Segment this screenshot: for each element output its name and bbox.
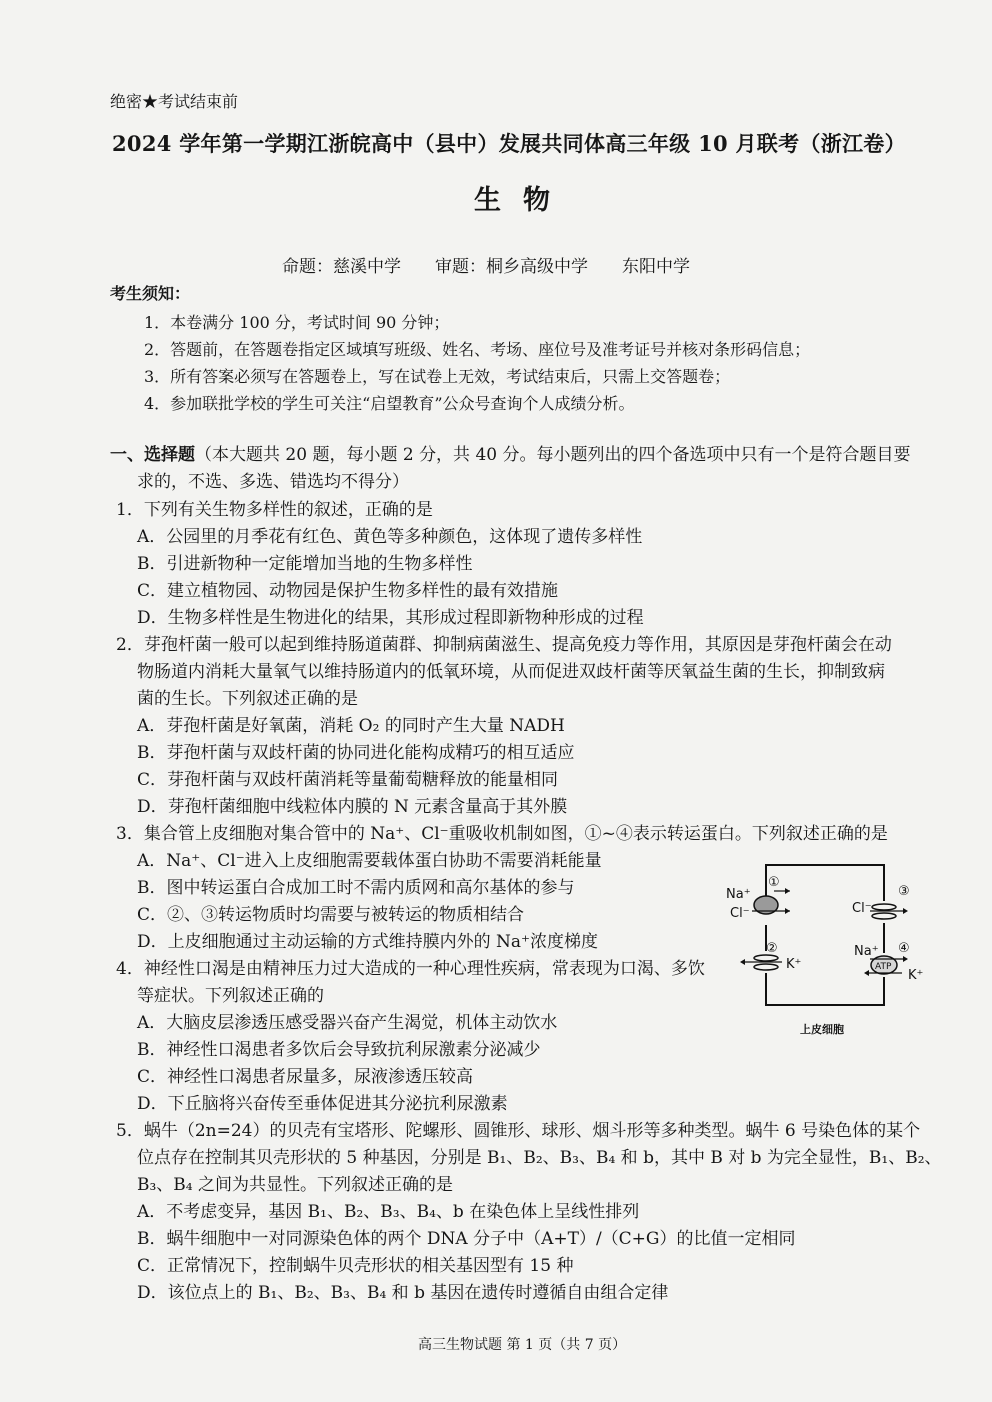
option: B．蜗牛细胞中一对同源染色体的两个 DNA 分子中（A+T）/（C+G）的比值一定相同 [137, 1229, 796, 1249]
arrowhead [864, 970, 869, 976]
arrowhead [785, 908, 790, 914]
authors-line [282, 256, 690, 278]
label-1: ① [768, 875, 780, 890]
page-footer: 高三生物试题 第 1 页（共 7 页） [418, 1337, 627, 1353]
arrowhead [740, 959, 745, 965]
label-cl-right: Cl⁻ [852, 901, 872, 916]
confidential-label: 绝密★考试结束前 [110, 92, 239, 111]
question-stem-cont: 菌的生长。下列叙述正确的是 [137, 689, 358, 709]
question-stem-cont: B₃、B₄ 之间为共显性。下列叙述正确的是 [137, 1175, 454, 1195]
section-description: （本大题共 20 题，每小题 2 分，共 40 分。每小题列出的四个备选项中只有一个是符合题目要 [195, 445, 911, 465]
diagram-caption: 上皮细胞 [800, 1023, 844, 1036]
cell-membrane [766, 865, 884, 1005]
option: D．芽孢杆菌细胞中线粒体内膜的 N 元素含量高于其外膜 [137, 797, 568, 817]
notice-item: 2．答题前，在答题卷指定区域填写班级、姓名、考场、座位号及准考证号并核对条形码信息； [144, 340, 811, 359]
option: A．Na⁺、Cl⁻进入上皮细胞需要载体蛋白协助不需要消耗能量 [137, 851, 602, 871]
transporter-2-bottom [754, 964, 778, 970]
label-na-left: Na⁺ [726, 887, 751, 902]
label-k-left: K⁺ [786, 957, 802, 972]
question-stem-cont: 物肠道内消耗大量氧气以维持肠道内的低氧环境，从而促进双歧杆菌等厌氧益生菌的生长，抑制致病 [137, 662, 885, 682]
epithelial-cell-diagram [724, 855, 940, 1045]
option: B．图中转运蛋白合成加工时不需内质网和高尔基体的参与 [137, 878, 575, 898]
label-atp: ATP [875, 962, 892, 972]
option: D．该位点上的 B₁、B₂、B₃、B₄ 和 b 基因在遗传时遵循自由组合定律 [137, 1283, 669, 1303]
subject-title: 生物 [474, 185, 572, 216]
transporter-3-top [872, 904, 896, 910]
question-stem: 3．集合管上皮细胞对集合管中的 Na⁺、Cl⁻重吸收机制如图，①~④表示转运蛋白。下列叙述正确的是 [116, 824, 888, 844]
option: C．神经性口渴患者尿量多，尿液渗透压较高 [137, 1067, 474, 1087]
arrowhead [903, 956, 908, 962]
transport-diagram-svg [724, 855, 940, 1045]
option: A．芽孢杆菌是好氧菌，消耗 O₂ 的同时产生大量 NADH [137, 716, 565, 736]
option: D．生物多样性是生物进化的结果，其形成过程即新物种形成的过程 [137, 608, 644, 628]
setter: 命题：慈溪中学 [282, 257, 401, 277]
label-2: ② [766, 941, 778, 956]
option: B．神经性口渴患者多饮后会导致抗利尿激素分泌减少 [137, 1040, 541, 1060]
transporter-3-bottom [872, 913, 896, 919]
option: B．芽孢杆菌与双歧杆菌的协同进化能构成精巧的相互适应 [137, 743, 575, 763]
option: B．引进新物种一定能增加当地的生物多样性 [137, 554, 473, 574]
question-stem-cont: 位点存在控制其贝壳形状的 5 种基因，分别是 B₁、B₂、B₃、B₄ 和 b，其中 B 对 b 为完全显性，B₁、B₂、 [137, 1148, 942, 1168]
option: A．不考虑变异，基因 B₁、B₂、B₃、B₄、b 在染色体上呈线性排列 [137, 1202, 640, 1222]
arrowhead [903, 908, 908, 914]
label-na-right: Na⁺ [854, 944, 879, 959]
label-cl-left: Cl⁻ [730, 906, 750, 921]
section-heading [110, 444, 911, 466]
option: D．下丘脑将兴奋传至垂体促进其分泌抗利尿激素 [137, 1094, 508, 1114]
section-title: 一、选择题 [110, 445, 195, 465]
reviewer: 审题：桐乡高级中学 [435, 257, 588, 277]
question-stem-cont: 等症状。下列叙述正确的 [137, 986, 324, 1006]
section-description-cont: 求的，不选、多选、错选均不得分） [137, 472, 409, 492]
label-4: ④ [898, 941, 910, 956]
option: A．大脑皮层渗透压感受器兴奋产生渴觉，机体主动饮水 [137, 1013, 558, 1033]
option: A．公园里的月季花有红色、黄色等多种颜色，这体现了遗传多样性 [137, 527, 643, 547]
exam-title: 2024 学年第一学期江浙皖高中（县中）发展共同体高三年级 10 月联考（浙江卷） [112, 131, 906, 156]
notice-item: 4．参加联批学校的学生可关注“启望教育”公众号查询个人成绩分析。 [144, 394, 635, 413]
arrowhead [785, 888, 790, 894]
label-3: ③ [898, 884, 910, 899]
label-k-right: K⁺ [908, 968, 924, 983]
question-stem: 4．神经性口渴是由精神压力过大造成的一种心理性疾病，常表现为口渴、多饮 [116, 959, 705, 979]
question-stem: 2．芽孢杆菌一般可以起到维持肠道菌群、抑制病菌滋生、提高免疫力等作用，其原因是芽孢杆菌会在动 [116, 635, 892, 655]
question-stem: 1．下列有关生物多样性的叙述，正确的是 [116, 500, 433, 520]
option: C．正常情况下，控制蜗牛贝壳形状的相关基因型有 15 种 [137, 1256, 574, 1276]
notice-item: 3．所有答案必须写在答题卷上，写在试卷上无效，考试结束后，只需上交答题卷； [144, 367, 731, 386]
option: C．②、③转运物质时均需要与被转运的物质相结合 [137, 905, 525, 925]
notice-item: 1．本卷满分 100 分，考试时间 90 分钟； [144, 313, 450, 332]
reviewer-2: 东阳中学 [622, 257, 690, 277]
option: C．芽孢杆菌与双歧杆菌消耗等量葡萄糖释放的能量相同 [137, 770, 559, 790]
notice-heading: 考生须知： [110, 284, 191, 303]
option: C．建立植物园、动物园是保护生物多样性的最有效措施 [137, 581, 559, 601]
option: D．上皮细胞通过主动运输的方式维持膜内外的 Na⁺浓度梯度 [137, 932, 599, 952]
question-stem: 5．蜗牛（2n=24）的贝壳有宝塔形、陀螺形、圆锥形、球形、烟斗形等多种类型。蜗牛 6 号染色体的某个 [116, 1121, 921, 1141]
